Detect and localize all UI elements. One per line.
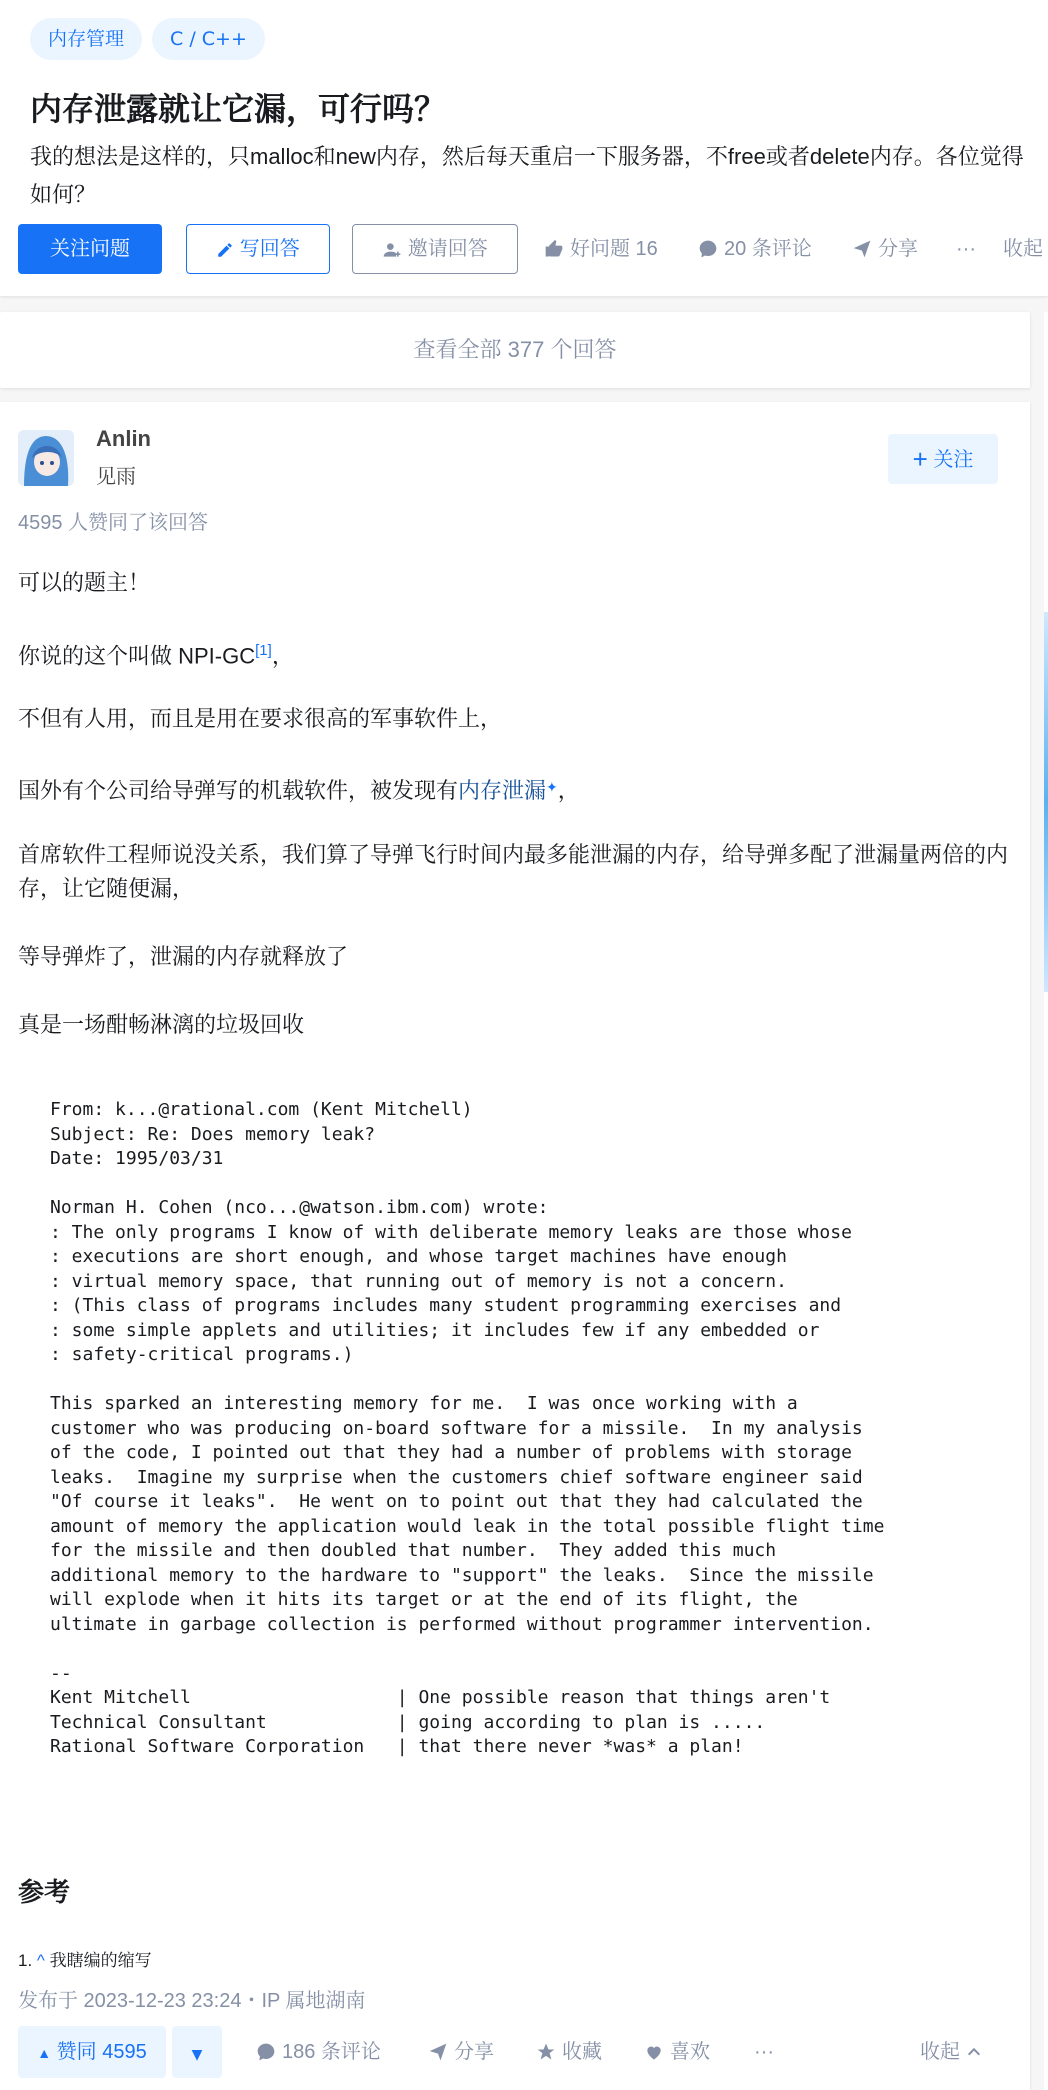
answer-share-button[interactable] [428,2026,494,2078]
sidebar-edge [1044,312,1048,2090]
upvote-button[interactable] [18,2026,166,2078]
heart-icon [644,2042,664,2062]
good-question-button[interactable] [544,224,658,274]
author-bio: 见雨 [96,466,136,488]
chevron-up-icon [966,2044,982,2060]
topic-tag-cpp[interactable]: C / C++ [152,18,265,60]
paragraph: 等导弹炸了，泄漏的内存就释放了 [18,944,349,969]
share-plane-icon [852,239,872,259]
paragraph-text: ， [271,643,294,669]
question-share-button[interactable] [852,224,918,274]
answer-collapse-button[interactable] [920,2026,982,2078]
paragraph [18,770,1008,808]
follow-author-label: 关注 [933,449,974,471]
question-more-button[interactable]: ··· [956,238,976,260]
like-button[interactable] [644,2026,710,2078]
question-description: 我的想法是这样的，只malloc和new内存，然后每天重启一下服务器，不free或者delete内存。各位觉得如何？ [30,144,1024,207]
comment-icon [256,2042,276,2062]
reference-backlink[interactable]: ^ [36,1951,45,1970]
thumb-up-icon [544,239,564,259]
answer-comments-label: 186 条评论 [282,2041,381,2063]
follow-author-button[interactable] [888,434,998,484]
reference-marker[interactable]: [1] [255,642,272,659]
good-question-label: 好问题 16 [570,238,658,260]
question-header [0,0,1048,296]
author-name[interactable]: Anlin [96,426,151,451]
triangle-up-icon: ▲ [37,2045,52,2061]
follow-question-button[interactable]: 关注问题 [18,224,162,274]
invite-answer-button[interactable] [352,224,518,274]
share-plane-icon [428,2042,448,2062]
paragraph-text: 国外有个公司给导弹写的机载软件，被发现有 [18,778,459,803]
downvote-button[interactable] [172,2026,222,2078]
question-title[interactable]: 内存泄露就让它漏，可行吗？ [30,90,447,128]
paragraph: 不但有人用，而且是用在要求很高的军事软件上， [18,706,503,731]
star-icon [536,2042,556,2062]
references-title: 参考 [18,1877,71,1907]
avatar[interactable] [18,430,74,486]
paragraph: 首席软件工程师说没关系，我们算了导弹飞行时间内最多能泄漏的内存，给导弹多配了泄漏量两倍的内存，让它随便漏， [18,842,1009,901]
answer-actions [18,2026,1018,2078]
favorite-label: 收藏 [562,2041,602,2063]
sparkle-icon: ✦ [546,779,558,795]
comment-icon [698,239,718,259]
topic-tag-memory[interactable]: 内存管理 [30,18,142,60]
triangle-down-icon: ▼ [191,2047,203,2063]
avatar-image [18,430,74,486]
question-share-label: 分享 [878,238,918,260]
paragraph: 真是一场酣畅淋漓的垃圾回收 [18,1012,305,1037]
invite-answer-label: 邀请回答 [407,238,488,260]
paragraph [18,634,1008,673]
answer-share-label: 分享 [454,2041,494,2063]
like-label: 喜欢 [670,2041,710,2063]
reference-item [18,1946,152,1971]
upvote-label: 赞同 4595 [56,2041,147,2063]
paragraph-text: ， [557,778,580,803]
favorite-button[interactable] [536,2026,602,2078]
topic-list [30,18,265,60]
memory-leak-link[interactable]: 内存泄漏 [458,778,547,803]
invite-user-icon [382,240,402,260]
write-answer-button[interactable] [186,224,330,274]
paragraph-text: 你说的这个叫做 NPI-GC [18,643,256,669]
upvote-summary: 4595 人赞同了该回答 [18,512,209,534]
sidebar-banner-edge [1044,612,1048,992]
paragraph: 可以的题主！ [18,570,151,595]
question-collapse-button[interactable]: 收起 [1003,238,1043,260]
question-comments-label: 20 条评论 [724,238,812,260]
answer-collapse-label: 收起 [920,2041,960,2063]
plus-icon: + [912,444,928,474]
write-answer-label: 写回答 [239,238,300,260]
reference-index: 1. [18,1951,33,1970]
reference-text: 我瞎编的缩写 [49,1951,152,1970]
answer-comments-button[interactable] [256,2026,381,2078]
publish-info[interactable]: 发布于 2023-12-23 23:24・IP 属地湖南 [18,1990,366,2012]
question-actions [18,224,1048,274]
question-comments-button[interactable] [698,224,812,274]
pencil-icon [216,241,234,259]
quoted-email-block: From: k...@rational.com (Kent Mitchell) Subject: Re: Does memory leak? Date: 1995/03/31 Norman H. Cohen (nco...@watson.ibm.com) wrote: : The only programs I know of with deliberate memory leaks are those whose : executions are short enough, and whose target machines have enough : virtual memory space, that running out of memory is not a concern. : (This class of programs includes many student programming exercises and : some simple applets and utilities; it includes few if any embedded or : safety-critical programs.) This sparked an interesting memory for me. I was once working with a customer who was producing on-board software for a missile. In my analysis of the code, I pointed out that they had a number of problems with storage leaks. Imagine my surprise when the customers chief software engineer said "Of course it leaks". He went on to point out that they had calculated the amount of memory the application would leak in the total possible flight time for the missile and then doubled that number. They added this much additional memory to the hardware to "support" the leaks. Since the missile will explode when it hits its target or at the end of its flight, the ultimate in garbage collection is performed without programmer intervention. -- Kent Mitchell | One possible reason that things aren't Technical Consultant | going according to plan is ..... Rational Software Corporation | that there never *was* a plan! [50,1099,885,1757]
view-all-answers-link[interactable]: 查看全部 377 个回答 [0,312,1030,388]
answer-more-button[interactable]: ··· [754,2041,774,2063]
answer-card [0,402,1030,2090]
